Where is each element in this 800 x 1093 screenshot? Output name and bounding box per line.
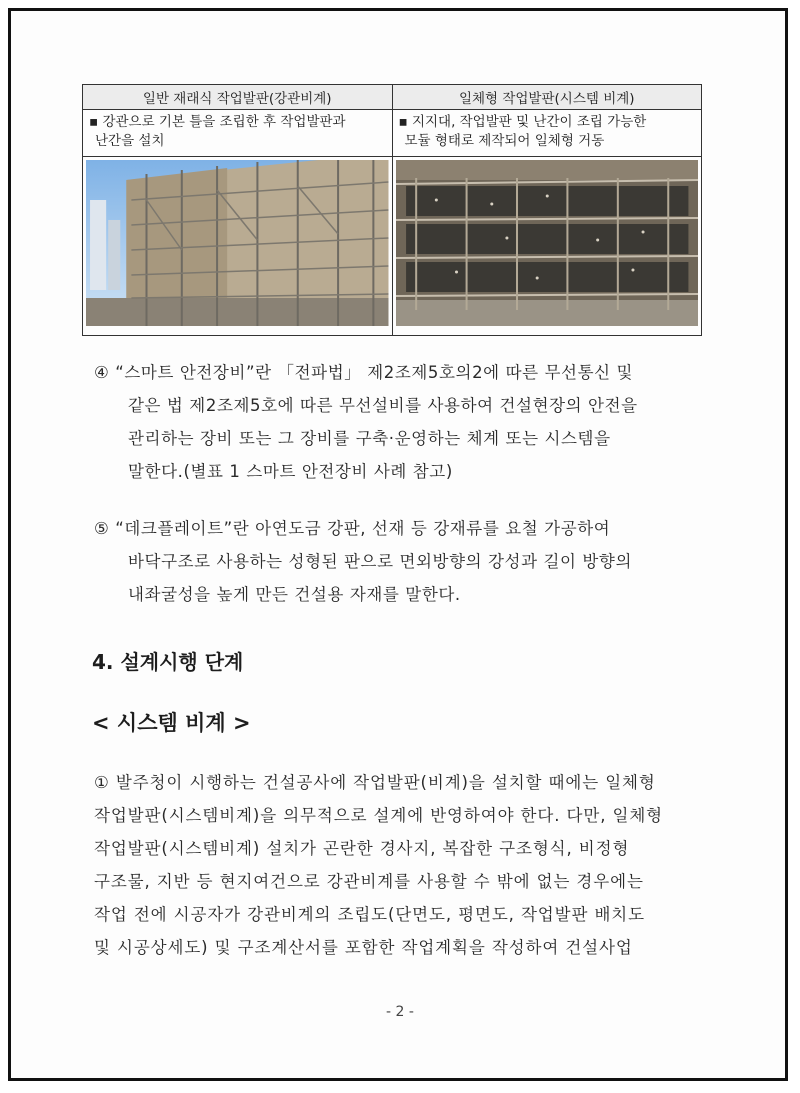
item4-line-3: 관리하는 장비 또는 그 장비를 구축·운영하는 체계 또는 시스템을 [128,429,611,448]
header-conventional-scaffold: 일반 재래식 작업발판(강관비계) [83,85,393,110]
photo-cell-conventional [83,157,393,336]
item1-line-5: 작업 전에 시공자가 강관비계의 조립도(단면도, 평면도, 작업발판 배치도 [94,905,645,924]
photo-cell-system [392,157,702,336]
definition-item-5 [94,512,694,611]
system-scaffold-item-1 [94,766,694,964]
scaffold-comparison-table [82,84,702,336]
item5-line-2: 바닥구조로 사용하는 성형된 판으로 면외방향의 강성과 길이 방향의 [128,552,633,571]
section-heading: 4. 설계시행 단계 [92,650,244,674]
desc-conventional-scaffold [83,110,393,157]
item1-line-4: 구조물, 지반 등 현지여건으로 강관비계를 사용할 수 밖에 없는 경우에는 [94,872,644,891]
item1-line-6: 및 시공상세도) 및 구조계산서를 포함한 작업계획을 작성하여 건설사업 [94,938,633,957]
desc-conventional-line-2: 난간을 설치 [95,133,165,149]
page-number: - 2 - [386,1004,414,1020]
item4-line-2: 같은 법 제2조제5호에 따른 무선설비를 사용하여 건설현장의 안전을 [128,396,638,415]
subsection-heading: < 시스템 비계 > [92,711,251,735]
item1-line-2: 작업발판(시스템비계)을 의무적으로 설계에 반영하여야 한다. 다만, 일체형 [94,806,664,825]
item4-line-4: 말한다.(별표 1 스마트 안전장비 사례 참고) [128,462,453,481]
desc-system-line-1: ▪ 지지대, 작업발판 및 난간이 조립 가능한 [398,114,647,130]
item1-line-1: ① 발주청이 시행하는 건설공사에 작업발판(비계)을 설치할 때에는 일체형 [94,773,656,792]
header-system-scaffold: 일체형 작업발판(시스템 비계) [392,85,702,110]
item5-line-1: ⑤ “데크플레이트”란 아연도금 강판, 선재 등 강재류를 요철 가공하여 [94,519,611,538]
definition-item-4 [94,356,694,488]
desc-system-line-2: 모듈 형태로 제작되어 일체형 거동 [404,133,605,149]
item4-line-1: ④ “스마트 안전장비”란 「전파법」 제2조제5호의2에 따른 무선통신 및 [94,363,634,382]
desc-system-scaffold [392,110,702,157]
conventional-scaffold-photo [86,160,389,326]
system-scaffold-photo [396,160,699,326]
desc-conventional-line-1: ▪ 강관으로 기본 틀을 조립한 후 작업발판과 [89,114,346,130]
item5-line-3: 내좌굴성을 높게 만든 건설용 자재를 말한다. [128,585,461,604]
item1-line-3: 작업발판(시스템비계) 설치가 곤란한 경사지, 복잡한 구조형식, 비정형 [94,839,630,858]
